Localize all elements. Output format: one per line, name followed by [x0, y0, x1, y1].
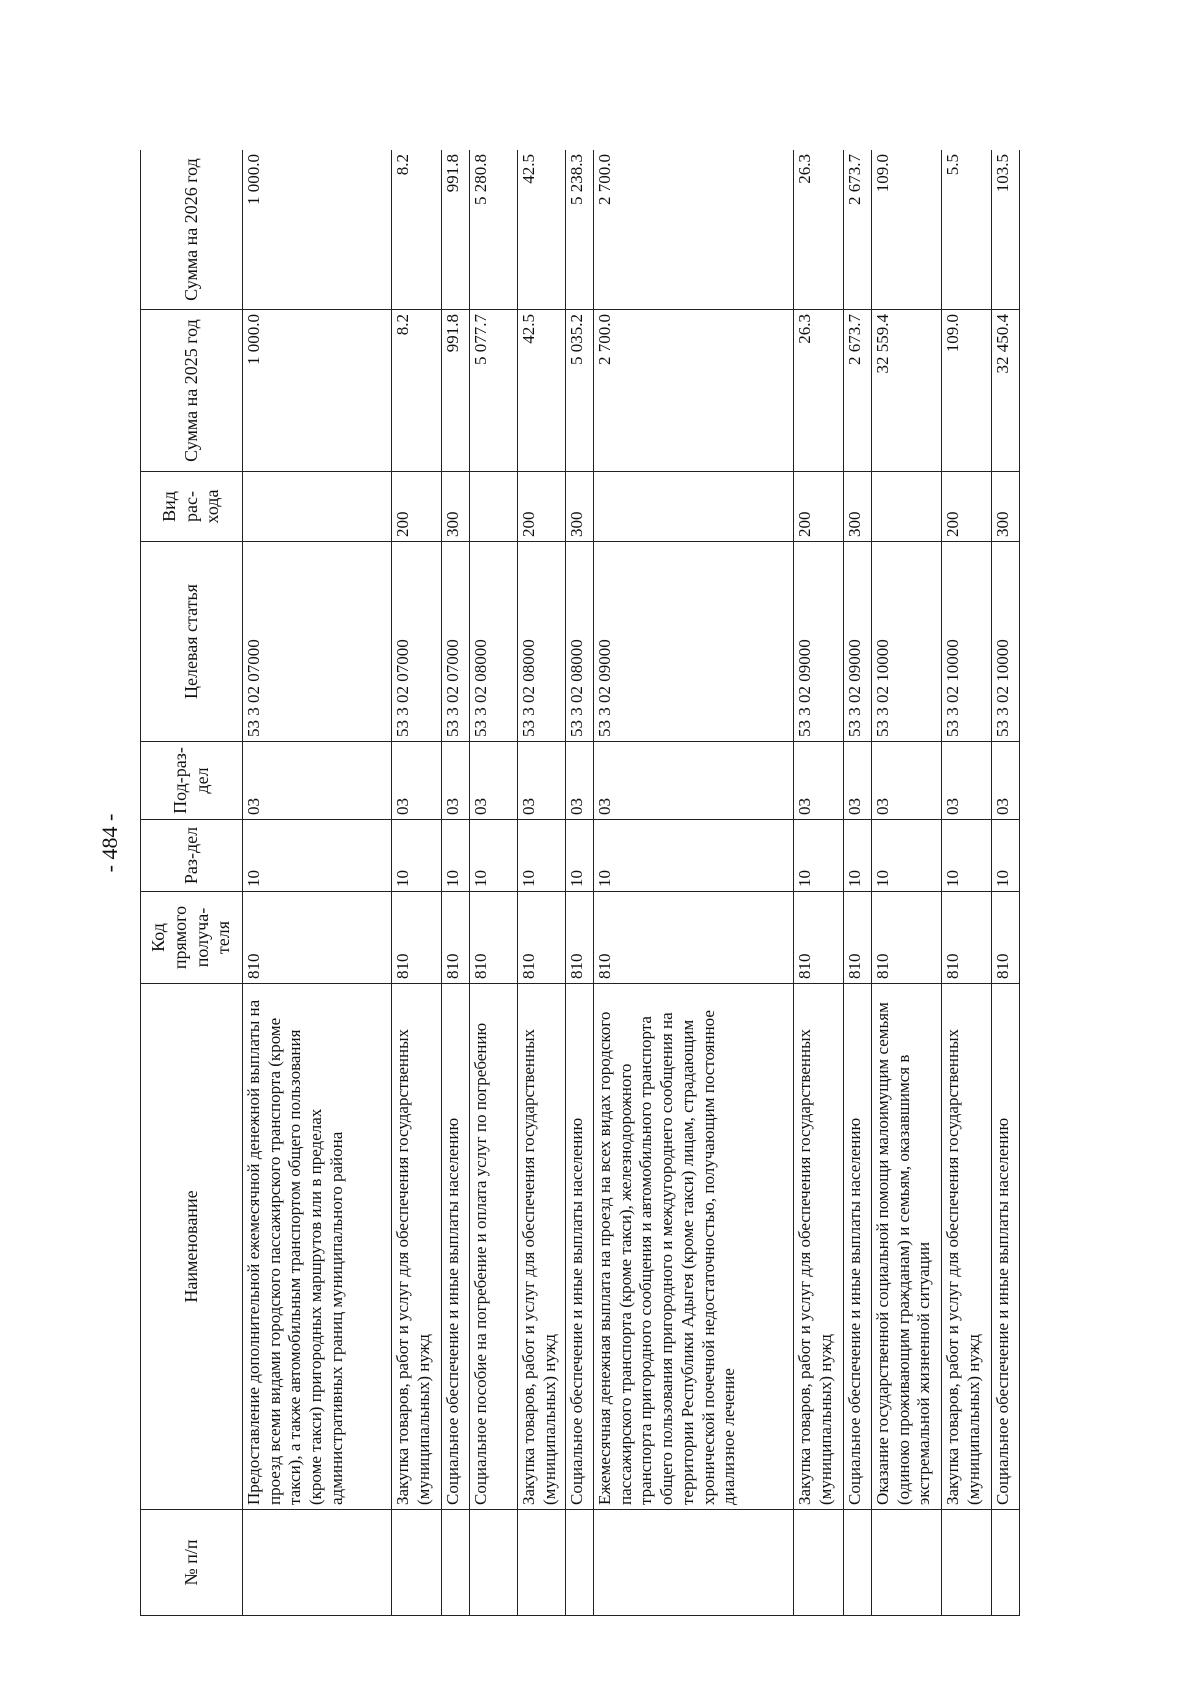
cell-name: Закупка товаров, работ и услуг для обеспечения государственных (муниципальных) нужд	[518, 984, 566, 1510]
cell-kod: 810	[794, 892, 844, 984]
cell-vid	[470, 472, 518, 542]
cell-razdel: 10	[872, 820, 942, 892]
header-sum2025: Сумма на 2025 год	[141, 310, 243, 472]
cell-name: Закупка товаров, работ и услуг для обеспечения государственных (муниципальных) нужд	[942, 984, 992, 1510]
cell-vid: 200	[518, 472, 566, 542]
cell-sum2025: 5 077.7	[470, 310, 518, 472]
cell-kod: 810	[566, 892, 594, 984]
cell-kod: 810	[442, 892, 470, 984]
cell-podrazdel: 03	[518, 742, 566, 820]
cell-podrazdel: 03	[470, 742, 518, 820]
budget-table-container	[140, 150, 1070, 1616]
cell-vid: 300	[992, 472, 1020, 542]
cell-vid: 200	[942, 472, 992, 542]
header-statya: Целевая статья	[141, 542, 243, 742]
cell-vid: 300	[566, 472, 594, 542]
header-vid: Вид рас-хода	[141, 472, 243, 542]
cell-kod: 810	[942, 892, 992, 984]
cell-sum2025: 2 700.0	[594, 310, 794, 472]
cell-sum2026: 5 280.8	[470, 150, 518, 310]
cell-razdel: 10	[442, 820, 470, 892]
cell-sum2026: 26.3	[794, 150, 844, 310]
budget-table	[140, 150, 1020, 1616]
cell-vid	[594, 472, 794, 542]
cell-num	[992, 1510, 1020, 1616]
cell-razdel: 10	[243, 820, 392, 892]
cell-name: Социальное обеспечение и иные выплаты населению	[992, 984, 1020, 1510]
cell-sum2025: 109.0	[942, 310, 992, 472]
cell-podrazdel: 03	[844, 742, 872, 820]
cell-podrazdel: 03	[566, 742, 594, 820]
cell-podrazdel: 03	[942, 742, 992, 820]
table-row	[470, 150, 518, 1616]
cell-podrazdel: 03	[594, 742, 794, 820]
cell-num	[243, 1510, 392, 1616]
cell-name: Закупка товаров, работ и услуг для обеспечения государственных (муниципальных) нужд	[392, 984, 442, 1510]
cell-sum2026: 2 673.7	[844, 150, 872, 310]
header-kod: Код прямого получа-теля	[141, 892, 243, 984]
cell-num	[844, 1510, 872, 1616]
cell-sum2025: 1 000.0	[243, 310, 392, 472]
table-row	[872, 150, 942, 1616]
table-row	[243, 150, 392, 1616]
cell-sum2026: 5 238.3	[566, 150, 594, 310]
cell-sum2026: 109.0	[872, 150, 942, 310]
cell-razdel: 10	[794, 820, 844, 892]
cell-podrazdel: 03	[794, 742, 844, 820]
cell-vid: 200	[392, 472, 442, 542]
cell-sum2026: 2 700.0	[594, 150, 794, 310]
cell-razdel: 10	[942, 820, 992, 892]
cell-name: Социальное обеспечение и иные выплаты населению	[844, 984, 872, 1510]
cell-statya: 53 3 02 08000	[518, 542, 566, 742]
cell-sum2026: 991.8	[442, 150, 470, 310]
cell-kod: 810	[518, 892, 566, 984]
header-num: № п/п	[141, 1510, 243, 1616]
table-row	[942, 150, 992, 1616]
cell-num	[594, 1510, 794, 1616]
cell-sum2026: 8.2	[392, 150, 442, 310]
header-sum2026: Сумма на 2026 год	[141, 150, 243, 310]
table-row	[442, 150, 470, 1616]
cell-razdel: 10	[566, 820, 594, 892]
cell-statya: 53 3 02 08000	[566, 542, 594, 742]
cell-razdel: 10	[844, 820, 872, 892]
cell-name: Предоставление дополнительной ежемесячной денежной выплаты на проезд всеми видами городского пассажирского транспорта (кроме такси), а также автомобильным транспортом общего пользования (кроме такси) пригородных маршрутов или в пределах административных границ муниципального района	[243, 984, 392, 1510]
cell-sum2025: 32 559.4	[872, 310, 942, 472]
cell-sum2025: 991.8	[442, 310, 470, 472]
cell-vid	[243, 472, 392, 542]
cell-kod: 810	[243, 892, 392, 984]
cell-num	[942, 1510, 992, 1616]
cell-podrazdel: 03	[442, 742, 470, 820]
cell-razdel: 10	[594, 820, 794, 892]
cell-sum2025: 5 035.2	[566, 310, 594, 472]
cell-num	[518, 1510, 566, 1616]
cell-statya: 53 3 02 07000	[442, 542, 470, 742]
cell-sum2026: 1 000.0	[243, 150, 392, 310]
cell-statya: 53 3 02 07000	[243, 542, 392, 742]
cell-sum2026: 42.5	[518, 150, 566, 310]
cell-vid	[872, 472, 942, 542]
cell-podrazdel: 03	[872, 742, 942, 820]
cell-sum2026: 103.5	[992, 150, 1020, 310]
cell-razdel: 10	[518, 820, 566, 892]
cell-statya: 53 3 02 10000	[942, 542, 992, 742]
cell-sum2025: 2 673.7	[844, 310, 872, 472]
cell-kod: 810	[470, 892, 518, 984]
header-podrazdel: Под-раз-дел	[141, 742, 243, 820]
cell-name: Социальное пособие на погребение и оплата услуг по погребению	[470, 984, 518, 1510]
table-row	[518, 150, 566, 1616]
cell-sum2025: 8.2	[392, 310, 442, 472]
cell-num	[442, 1510, 470, 1616]
cell-kod: 810	[844, 892, 872, 984]
cell-statya: 53 3 02 09000	[844, 542, 872, 742]
cell-razdel: 10	[470, 820, 518, 892]
cell-kod: 810	[992, 892, 1020, 984]
cell-podrazdel: 03	[992, 742, 1020, 820]
cell-statya: 53 3 02 08000	[470, 542, 518, 742]
cell-num	[872, 1510, 942, 1616]
cell-statya: 53 3 02 10000	[992, 542, 1020, 742]
cell-num	[794, 1510, 844, 1616]
table-row	[566, 150, 594, 1616]
cell-vid: 200	[794, 472, 844, 542]
cell-sum2025: 26.3	[794, 310, 844, 472]
table-row	[844, 150, 872, 1616]
cell-statya: 53 3 02 07000	[392, 542, 442, 742]
cell-name: Социальное обеспечение и иные выплаты населению	[566, 984, 594, 1510]
cell-kod: 810	[594, 892, 794, 984]
cell-kod: 810	[392, 892, 442, 984]
cell-podrazdel: 03	[392, 742, 442, 820]
table-row	[992, 150, 1020, 1616]
header-name: Наименование	[141, 984, 243, 1510]
table-header-row	[141, 150, 243, 1616]
budget-table-rotated	[140, 150, 1070, 1616]
cell-sum2026: 5.5	[942, 150, 992, 310]
table-row	[392, 150, 442, 1616]
cell-podrazdel: 03	[243, 742, 392, 820]
header-razdel: Раз-дел	[141, 820, 243, 892]
cell-statya: 53 3 02 09000	[794, 542, 844, 742]
cell-name: Оказание государственной социальной помощи малоимущим семьям (одиноко проживающим гражданам) и семьям, оказавшимся в экстремальной жизненной ситуации	[872, 984, 942, 1510]
cell-vid: 300	[844, 472, 872, 542]
table-row	[594, 150, 794, 1616]
cell-name: Закупка товаров, работ и услуг для обеспечения государственных (муниципальных) нужд	[794, 984, 844, 1510]
cell-vid: 300	[442, 472, 470, 542]
cell-sum2025: 32 450.4	[992, 310, 1020, 472]
cell-statya: 53 3 02 10000	[872, 542, 942, 742]
cell-statya: 53 3 02 09000	[594, 542, 794, 742]
cell-razdel: 10	[992, 820, 1020, 892]
cell-razdel: 10	[392, 820, 442, 892]
cell-kod: 810	[872, 892, 942, 984]
cell-sum2025: 42.5	[518, 310, 566, 472]
table-row	[794, 150, 844, 1616]
cell-name: Ежемесячная денежная выплата на проезд на всех видах городского пассажирского транспорта (кроме такси), железнодорожного транспорта пригородного сообщения и автомобильного транспорта общего пользования пригородного и междугороднего сообщения на территории Республики Адыгея (кроме такси) лицам, страдающим хронической почечной недостаточностью, получающим постоянное диализное лечение	[594, 984, 794, 1510]
cell-num	[470, 1510, 518, 1616]
cell-num	[392, 1510, 442, 1616]
cell-num	[566, 1510, 594, 1616]
cell-name: Социальное обеспечение и иные выплаты населению	[442, 984, 470, 1510]
